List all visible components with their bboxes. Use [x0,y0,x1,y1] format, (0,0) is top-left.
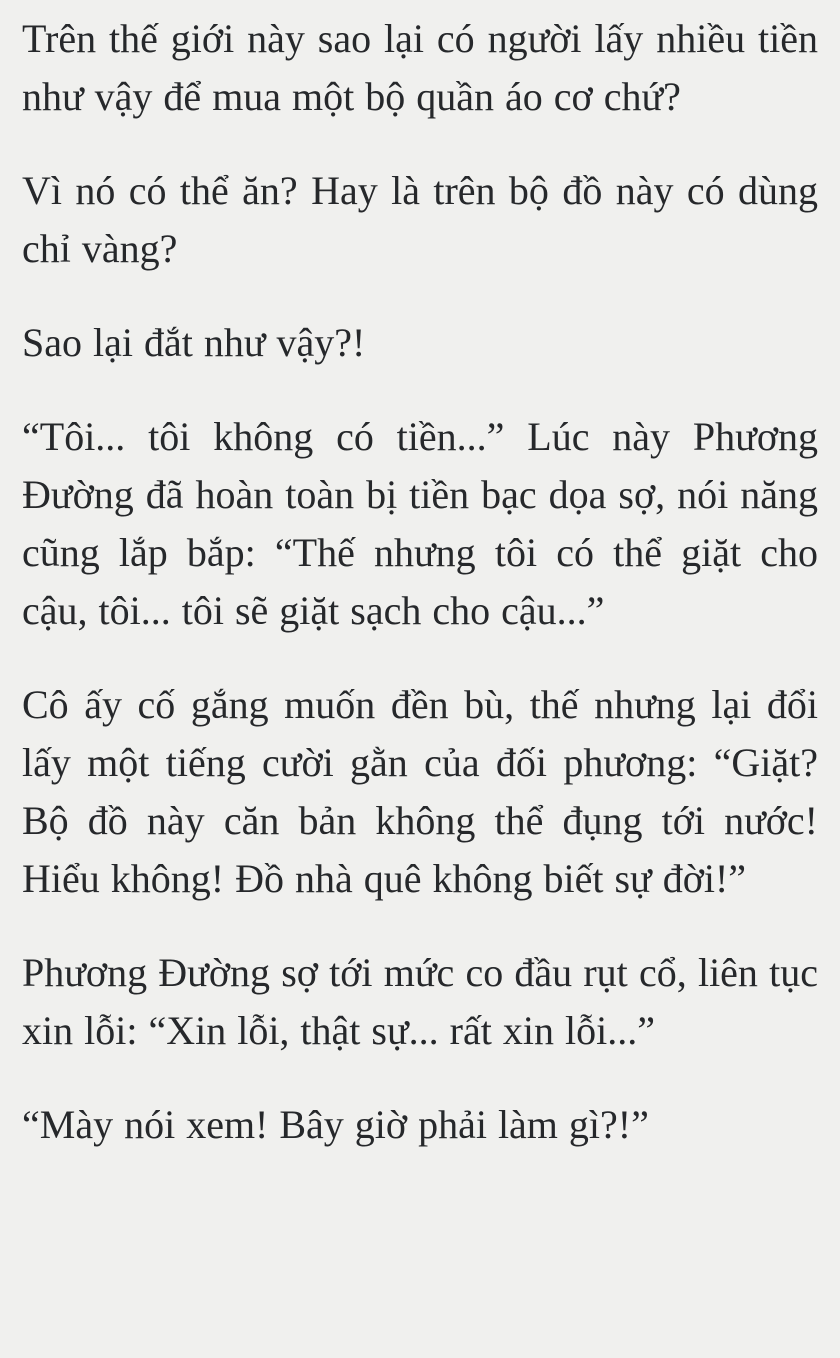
paragraph: Sao lại đắt như vậy?! [22,320,366,365]
paragraph: Trên thế giới này sao lại có người lấy nhiều tiền như vậy để mua một bộ quần áo cơ chứ? [22,16,818,119]
paragraph: “Mày nói xem! Bây giờ phải làm gì?!” [22,1102,649,1147]
paragraph: Vì nó có thể ăn? Hay là trên bộ đồ này có dùng chỉ vàng? [22,168,818,271]
paragraph: Cô ấy cố gắng muốn đền bù, thế nhưng lại đổi lấy một tiếng cười gằn của đối phương: “Giặt? Bộ đồ này căn bản không thể đụng tới nước! Hiểu không! Đồ nhà quê không biết sự đời!” [22,682,818,901]
paragraph: Phương Đường sợ tới mức co đầu rụt cổ, liên tục xin lỗi: “Xin lỗi, thật sự... rất xin lỗi...” [22,950,818,1053]
paragraph: “Tôi... tôi không có tiền...” Lúc này Phương Đường đã hoàn toàn bị tiền bạc dọa sợ, nói năng cũng lắp bắp: “Thế nhưng tôi có thể giặt cho cậu, tôi... tôi sẽ giặt sạch cho cậu...” [22,414,818,633]
